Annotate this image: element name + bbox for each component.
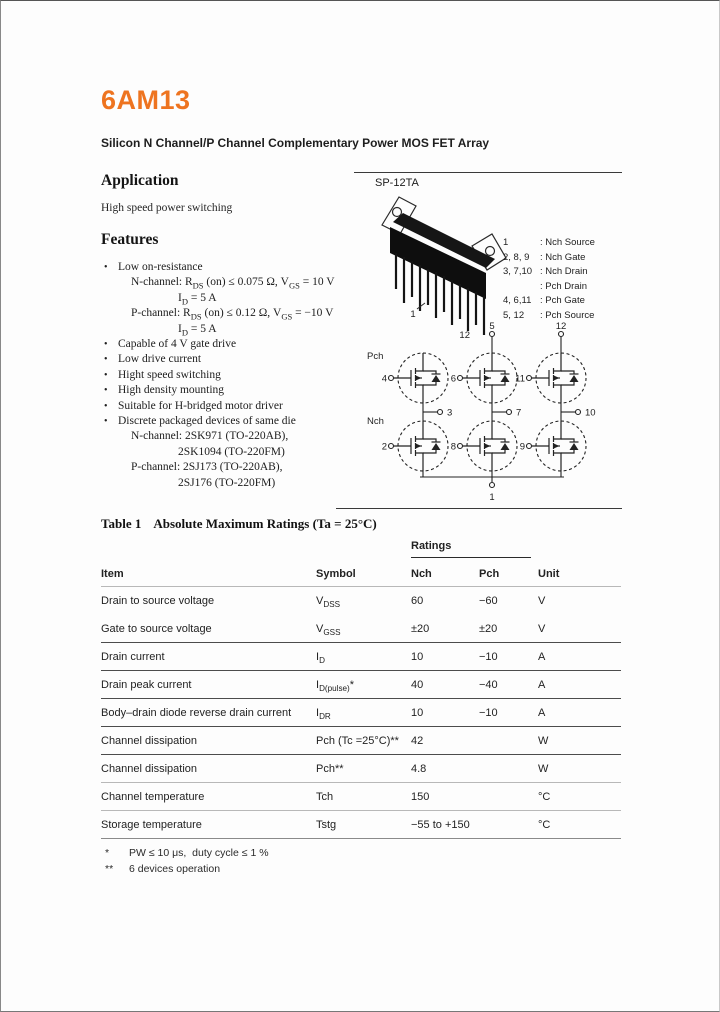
col-unit: Unit	[538, 568, 560, 580]
pin-legend-row: 1 : Nch Source	[503, 237, 595, 248]
feature-line: N-channel: 2SK971 (TO-220AB),	[131, 430, 289, 443]
footnotes	[101, 845, 269, 877]
footnote-text: 6 devices operation	[129, 863, 221, 875]
pin-legend-row: 5, 12 : Pch Source	[503, 309, 595, 321]
pin-legend-row: 3, 7,10 : Nch Drain	[503, 266, 588, 277]
node-7-label: 7	[516, 407, 522, 419]
feature-line: • High density mounting	[101, 383, 363, 398]
package-drawing	[369, 189, 521, 339]
pin-legend-row: 4, 6,11 : Pch Gate	[503, 295, 585, 306]
gate-2-label: 2	[381, 441, 387, 453]
gate-4-label: 4	[381, 373, 387, 385]
feature-line: • Discrete packaged devices of same die	[101, 414, 363, 429]
pin-legend	[503, 236, 595, 323]
node-10-label: 10	[585, 407, 596, 419]
footnote-text: PW ≤ 10 μs, duty cycle ≤ 1 %	[129, 847, 269, 859]
footnote-marker: *	[105, 847, 110, 859]
features-list	[101, 260, 363, 491]
table-caption-title: Absolute Maximum Ratings (Ta = 25°C)	[153, 516, 377, 531]
footnote	[101, 861, 269, 877]
table-row: Channel dissipation Pch** 4.8 W	[101, 755, 621, 783]
package-pin12-label: 12	[459, 330, 470, 339]
feature-line: 2SK1094 (TO-220FM)	[178, 445, 285, 458]
gate-8-label: 8	[450, 441, 456, 453]
feature-line: • Suitable for H-bridged motor driver	[101, 399, 363, 414]
terminal-1-label: 1	[489, 492, 495, 503]
col-symbol: Symbol	[316, 568, 356, 580]
table-row: Drain current $I_D$ 10 −10 A	[101, 643, 621, 671]
footnote	[101, 845, 269, 861]
table-row: Channel temperature Tch 150 °C	[101, 783, 621, 811]
feature-line: P-channel: 2SJ173 (TO-220AB),	[131, 461, 283, 474]
feature-line: N-channel: $R_{DS}$ (on) ≤ 0.075 Ω, $V_{GS} = 10$ V	[131, 276, 335, 291]
terminal-12-label: 12	[555, 321, 567, 332]
gate-11-label: 11	[515, 373, 525, 385]
feature-line: 2SJ176 (TO-220FM)	[178, 476, 276, 489]
table-row: Drain peak current $I_{D(pulse)}*$ 40 −40 A	[101, 671, 621, 699]
terminal-5-label: 5	[489, 321, 495, 332]
feature-line: • Capable of 4 V gate drive	[101, 337, 363, 352]
page-subtitle: Silicon N Channel/P Channel Complementary Power MOS FET Array	[101, 136, 490, 150]
figure-top-rule	[354, 172, 622, 173]
pch-row-label: Pch	[367, 351, 384, 362]
package-pin1-label: 1	[410, 309, 416, 320]
application-text: High speed power switching	[101, 202, 233, 214]
ratings-group-header: Ratings	[411, 540, 531, 558]
ratings-group-header-row	[101, 539, 621, 562]
footnote-marker: **	[105, 863, 114, 875]
pin-legend-row: 2, 8, 9 : Nch Gate	[503, 251, 586, 263]
col-item: Item	[101, 568, 124, 580]
table-header-row	[101, 562, 621, 587]
equivalent-circuit	[354, 319, 624, 511]
abs-max-ratings-table	[101, 539, 621, 839]
table-row: Channel dissipation Pch (Tc =25°C)** 42 W	[101, 727, 621, 755]
table-row: Body–drain diode reverse drain current $I_{DR}$ 10 −10 A	[101, 699, 621, 727]
table-row: Drain to source voltage $V_{DSS}$ 60 −60 V	[101, 595, 546, 610]
feature-line: • Low on-resistance	[101, 260, 363, 275]
table-row: Storage temperature Tstg −55 to +150 °C	[101, 811, 621, 839]
gate-6-label: 6	[450, 373, 456, 385]
features-heading: Features	[101, 231, 159, 248]
page-title: 6AM13	[101, 85, 191, 115]
application-heading: Application	[101, 172, 179, 189]
table-caption-label: Table 1	[101, 516, 142, 531]
package-name-label: SP-12TA	[375, 177, 419, 189]
feature-line: $I_D = 5$ A	[178, 291, 217, 307]
pin-legend-row: : Pch Drain	[540, 280, 587, 292]
node-3-label: 3	[447, 407, 453, 419]
feature-line: $I_D = 5$ A	[178, 322, 217, 337]
table-caption	[101, 516, 377, 532]
feature-line: P-channel: $R_{DS}$ (on) ≤ 0.12 Ω, $V_{GS} = -10$ V	[131, 307, 334, 322]
col-nch: Nch	[411, 568, 432, 580]
feature-line: • Hight speed switching	[101, 368, 363, 383]
nch-row-label: Nch	[367, 416, 384, 427]
col-pch: Pch	[479, 568, 500, 580]
table-row: Gate to source voltage $V_{GSS}$ ±20 ±20 V	[101, 615, 621, 643]
feature-line: • Low drive current	[101, 352, 363, 367]
gate-9-label: 9	[519, 441, 525, 453]
